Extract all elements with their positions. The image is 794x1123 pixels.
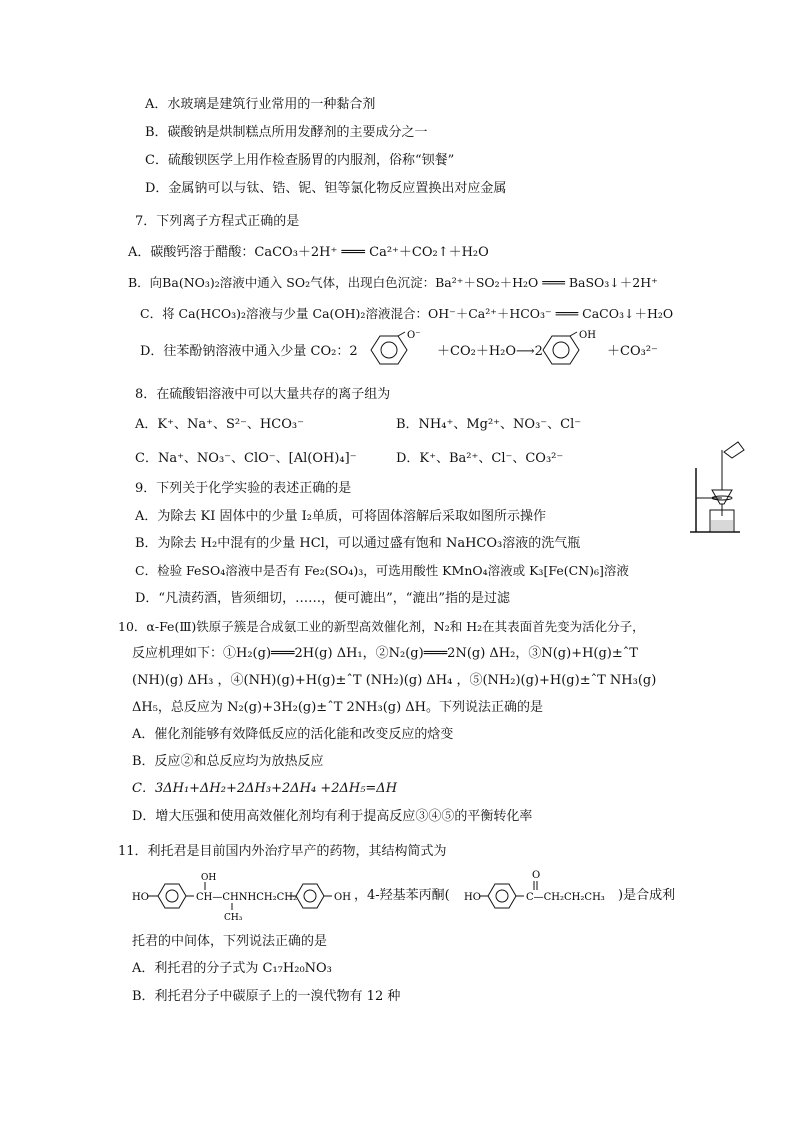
q7-option-d-mid: ＋CO₂＋H₂O⟶2 xyxy=(437,344,543,359)
q10-stem-line4: ΔH₅，总反应为 N₂(g)+3H₂(g)±ˆT 2NH₃(g) ΔH。下列说法正确的是 xyxy=(132,700,544,715)
intermediate-carbonyl-o: O xyxy=(532,870,541,881)
intermediate-ho: HO xyxy=(464,892,481,903)
q11-option-b: B．利托君分子中碳原子上的一溴代物有 12 种 xyxy=(132,989,401,1004)
ritodrine-oh-end: OH xyxy=(334,892,351,903)
q11-intermediate-suffix: )是合成利 xyxy=(618,888,676,903)
q9-stem: 9．下列关于化学实验的表述正确的是 xyxy=(135,481,352,496)
ritodrine-ch3: CH₃ xyxy=(224,913,243,922)
q10-option-d: D．增大压强和使用高效催化剂均有利于提高反应③④⑤的平衡转化率 xyxy=(132,809,533,824)
q11-option-a: A．利托君的分子式为 C₁₇H₂₀NO₃ xyxy=(132,961,332,976)
ritodrine-oh-top: OH xyxy=(201,873,217,883)
q6-option-a: A．水玻璃是建筑行业常用的一种黏合剂 xyxy=(145,97,376,112)
q10-option-c: C．3ΔH₁+ΔH₂+2ΔH₃+2ΔH₄ +2ΔH₅=ΔH xyxy=(132,781,398,796)
q7-option-b: B．向Ba(NO₃)₂溶液中通入 SO₂气体，出现白色沉淀：Ba²⁺＋SO₂＋H₂O ═══ BaSO₃↓＋2H⁺ xyxy=(128,275,658,290)
q10-stem-line1: 10．α-Fe(Ⅲ)铁原子簇是合成氨工业的新型高效催化剂，N₂和 H₂在其表面首先变为活化分子， xyxy=(118,619,645,634)
q11-stem-continued: 托君的中间体，下列说法正确的是 xyxy=(132,934,328,949)
q8-option-d: D．K⁺、Ba²⁺、Cl⁻、CO₃²⁻ xyxy=(396,451,564,466)
q6-option-d: D．金属钠可以与钛、锆、铌、钽等氯化物反应置换出对应金属 xyxy=(145,181,507,196)
q8-option-c: C．Na⁺、NO₃⁻、ClO⁻、[Al(OH)₄]⁻ xyxy=(135,451,357,466)
phenoxide-o-minus: O⁻ xyxy=(407,330,421,341)
q9-option-a: A．为除去 KI 固体中的少量 I₂单质，可将固体溶解后采取如图所示操作 xyxy=(135,509,546,524)
ritodrine-chain: CH—CHNHCH₂CH₂ xyxy=(196,892,297,903)
q10-option-a: A．催化剂能够有效降低反应的活化能和改变反应的焓变 xyxy=(132,727,454,742)
intermediate-chain: C—CH₂CH₂CH₃ xyxy=(526,892,605,903)
q9-option-c: C．检验 FeSO₄溶液中是否有 Fe₂(SO₄)₃，可选用酸性 KMnO₄溶液或 K₃[Fe(CN)₆]溶液 xyxy=(135,563,629,578)
ritodrine-ho: HO xyxy=(132,892,149,903)
q7-option-a: A．碳酸钙溶于醋酸：CaCO₃＋2H⁺ ═══ Ca²⁺＋CO₂↑＋H₂O xyxy=(128,245,489,260)
q7-option-d-prefix: D．往苯酚钠溶液中通入少量 CO₂：2 xyxy=(140,344,358,359)
q10-option-b: B．反应②和总反应均为放热反应 xyxy=(132,754,324,769)
q11-intermediate-prefix: ，4-羟基苯丙酮( xyxy=(354,888,450,903)
q9-option-b: B．为除去 H₂中混有的少量 HCl，可以通过盛有饱和 NaHCO₃溶液的洗气瓶 xyxy=(135,536,581,551)
q7-stem: 7．下列离子方程式正确的是 xyxy=(135,214,300,229)
q8-stem: 8．在硫酸铝溶液中可以大量共存的离子组为 xyxy=(135,387,391,402)
q6-option-b: B．碳酸钠是烘制糕点所用发酵剂的主要成分之一 xyxy=(145,125,428,140)
phenol-ring-structure xyxy=(539,330,605,370)
filtration-apparatus-figure xyxy=(682,440,748,536)
phenol-oh: OH xyxy=(579,330,596,341)
q9-option-d: D．“凡渍药酒，皆须细切，……，便可漉出”，“漉出”指的是过滤 xyxy=(135,591,511,606)
q7-option-c: C．将 Ca(HCO₃)₂溶液与少量 Ca(OH)₂溶液混合：OH⁻＋Ca²⁺＋HCO₃⁻ ═══ CaCO₃↓＋H₂O xyxy=(140,306,674,321)
q10-stem-line3: (NH)(g) ΔH₃ ，④(NH)(g)+H(g)±ˆT (NH₂)(g) ΔH₄ ，⑤(NH₂)(g)+H(g)±ˆT NH₃(g) xyxy=(132,673,657,688)
q11-stem: 11．利托君是目前国内外治疗早产的药物，其结构简式为 xyxy=(118,844,447,859)
hydroxyphenylpropanone-structure xyxy=(462,868,622,916)
ritodrine-structure xyxy=(128,870,368,922)
q7-option-d-suffix: ＋CO₃²⁻ xyxy=(607,344,658,359)
phenoxide-ring-structure xyxy=(367,330,433,370)
q8-option-b: B．NH₄⁺、Mg²⁺、NO₃⁻、Cl⁻ xyxy=(396,417,582,432)
q10-stem-line2: 反应机理如下：①H₂(g)═══2H(g) ΔH₁，②N₂(g)═══2N(g) ΔH₂，③N(g)+H(g)±ˆT xyxy=(132,646,638,661)
q8-option-a: A．K⁺、Na⁺、S²⁻、HCO₃⁻ xyxy=(135,417,304,432)
q6-option-c: C．硫酸钡医学上用作检查肠胃的内服剂，俗称“钡餐” xyxy=(145,153,455,168)
